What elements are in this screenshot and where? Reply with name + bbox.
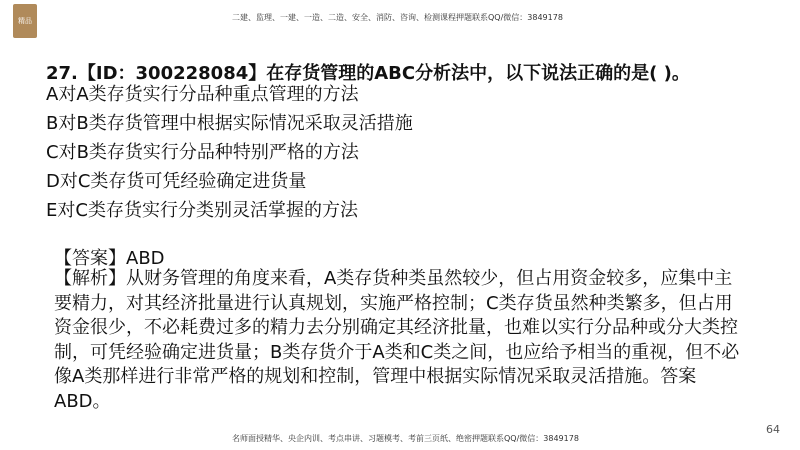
logo-text: 精品: [18, 17, 32, 25]
option-d: D对C类存货可凭经验确定进货量: [46, 171, 307, 192]
analysis-paragraph: 【解析】从财务管理的角度来看，A类存货种类虽然较少，但占用资金较多，应集中主要精力，对其经济批量进行认真规划，实施严格控制；C类存货虽然种类繁多，但占用资金很少，不必耗费过多的精力去分别确定其经济批量，也难以实行分品种或分大类控制，可凭经验确定进货量；B类存货介于A类和C类之间，也应给予相当的重视，但不必像A类那样进行非常严格的规划和控制，管理中根据实际情况采取灵活措施。答案ABD。: [54, 268, 740, 412]
option-a: A对A类存货实行分品种重点管理的方法: [46, 84, 359, 105]
options-list: [46, 80, 413, 225]
logo: [13, 4, 37, 38]
option-e: E对C类存货实行分类别灵活掌握的方法: [46, 200, 358, 221]
page-number: 64: [766, 423, 780, 436]
question-line: 27.【ID：300228084】在存货管理的ABC分析法中，以下说法正确的是( )。: [46, 63, 690, 84]
option-c: C对B类存货实行分品种特别严格的方法: [46, 142, 359, 163]
answer-line: 【答案】ABD: [54, 248, 165, 269]
footer-note: 名师面授精华、央企内训、考点串讲、习题模考、考前三页纸、绝密押题联系QQ/微信：3849178: [232, 434, 579, 443]
header-note: 二建、监理、一建、一造、二造、安全、消防、咨询、检测课程押题联系QQ/微信：3849178: [232, 13, 563, 22]
option-b: B对B类存货管理中根据实际情况采取灵活措施: [46, 113, 413, 134]
